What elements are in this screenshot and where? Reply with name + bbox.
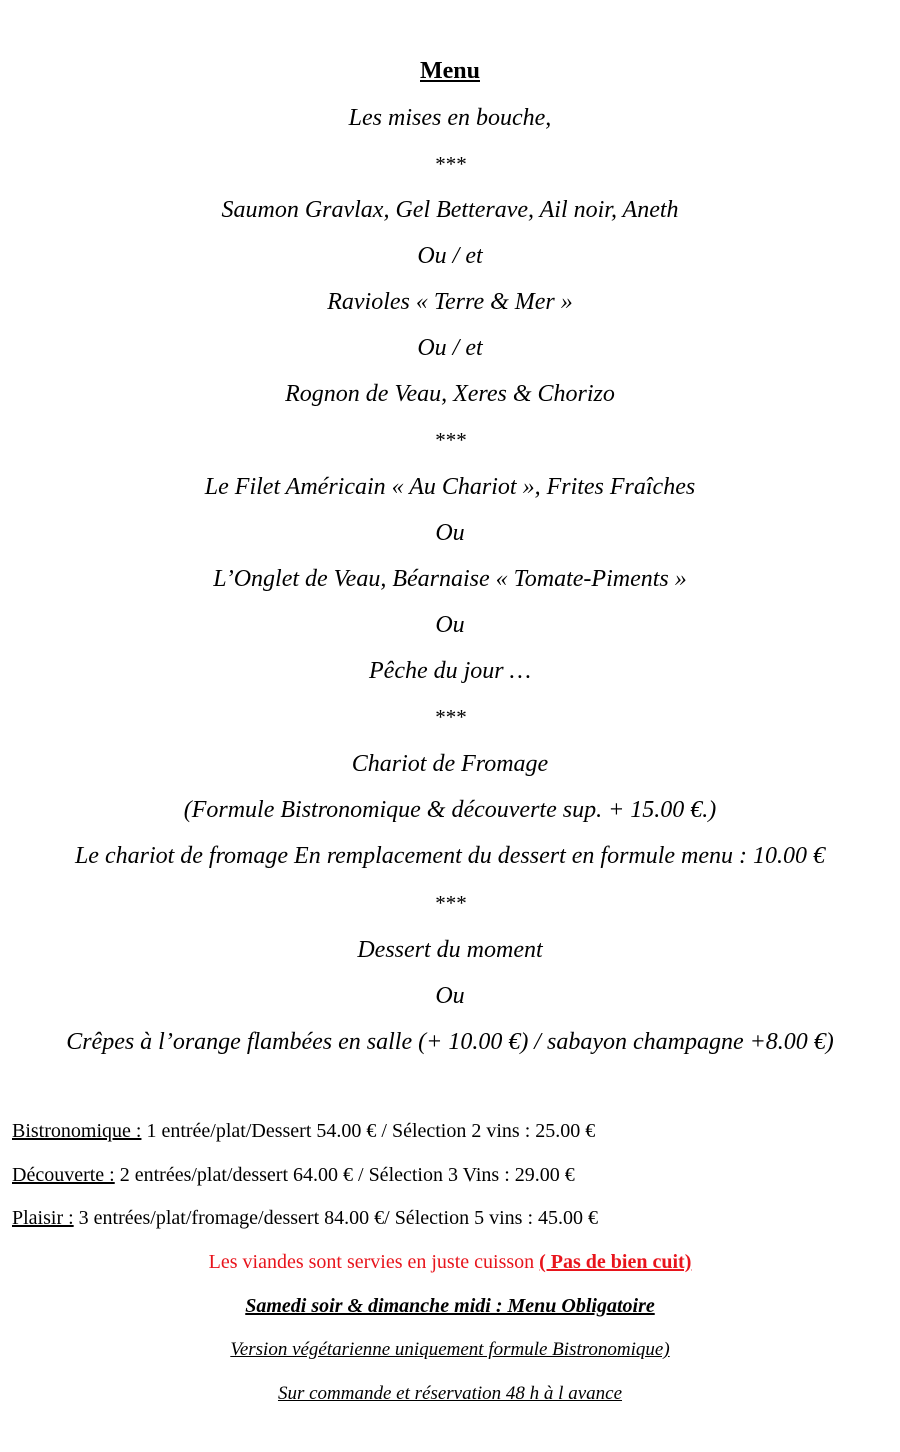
separator: *** — [434, 705, 466, 729]
vegetarian-note: Version végétarienne uniquement formule Bistronomique) — [230, 1339, 670, 1360]
dessert-item: Dessert du moment — [357, 937, 543, 963]
separator: *** — [434, 428, 466, 452]
formula-name: Plaisir : — [12, 1207, 74, 1229]
choice-connector: Ou — [435, 520, 465, 546]
cuisson-notice — [0, 1251, 900, 1274]
cheese-supplement: (Formule Bistronomique & découverte sup. + 15.00 €.) — [183, 797, 717, 823]
choice-connector: Ou — [435, 612, 465, 638]
menu-title: Menu — [420, 58, 480, 84]
separator: *** — [434, 152, 466, 176]
starter-item: Saumon Gravlax, Gel Betterave, Ail noir, Aneth — [221, 197, 679, 223]
cuisson-text: Les viandes sont servies en juste cuisson — [208, 1251, 540, 1273]
formula-bistronomique — [12, 1120, 595, 1143]
cuisson-emphasis: ( Pas de bien cuit) — [539, 1251, 692, 1273]
order-note: Sur commande et réservation 48 h à l avance — [277, 1383, 623, 1404]
choice-connector: Ou / et — [417, 335, 483, 361]
cheese-item: Chariot de Fromage — [351, 751, 549, 777]
amuse-bouche: Les mises en bouche, — [348, 105, 552, 131]
obligatory-menu-note: Samedi soir & dimanche midi : Menu Obligatoire — [245, 1295, 655, 1317]
formula-name: Bistronomique : — [12, 1120, 142, 1142]
starter-item: Ravioles « Terre & Mer » — [327, 289, 573, 315]
starter-item: Rognon de Veau, Xeres & Chorizo — [285, 381, 615, 407]
formula-detail: 3 entrées/plat/fromage/dessert 84.00 €/ Sélection 5 vins : 45.00 € — [73, 1207, 599, 1229]
main-item: L’Onglet de Veau, Béarnaise « Tomate-Piments » — [213, 566, 687, 592]
formula-detail: 1 entrée/plat/Dessert 54.00 € / Sélection 2 vins : 25.00 € — [141, 1120, 596, 1142]
formula-name: Découverte : — [12, 1164, 115, 1186]
dessert-item: Crêpes à l’orange flambées en salle (+ 10.00 €) / sabayon champagne +8.00 €) — [66, 1029, 834, 1055]
main-item: Le Filet Américain « Au Chariot », Frites Fraîches — [204, 474, 696, 500]
cheese-replacement: Le chariot de fromage En remplacement du dessert en formule menu : 10.00 € — [74, 843, 826, 869]
formula-plaisir — [12, 1207, 598, 1230]
choice-connector: Ou / et — [417, 243, 483, 269]
main-item: Pêche du jour … — [369, 658, 531, 684]
choice-connector: Ou — [435, 983, 465, 1009]
separator: *** — [434, 891, 466, 915]
formula-detail: 2 entrées/plat/dessert 64.00 € / Sélection 3 Vins : 29.00 € — [114, 1164, 575, 1186]
formula-decouverte — [12, 1164, 575, 1187]
